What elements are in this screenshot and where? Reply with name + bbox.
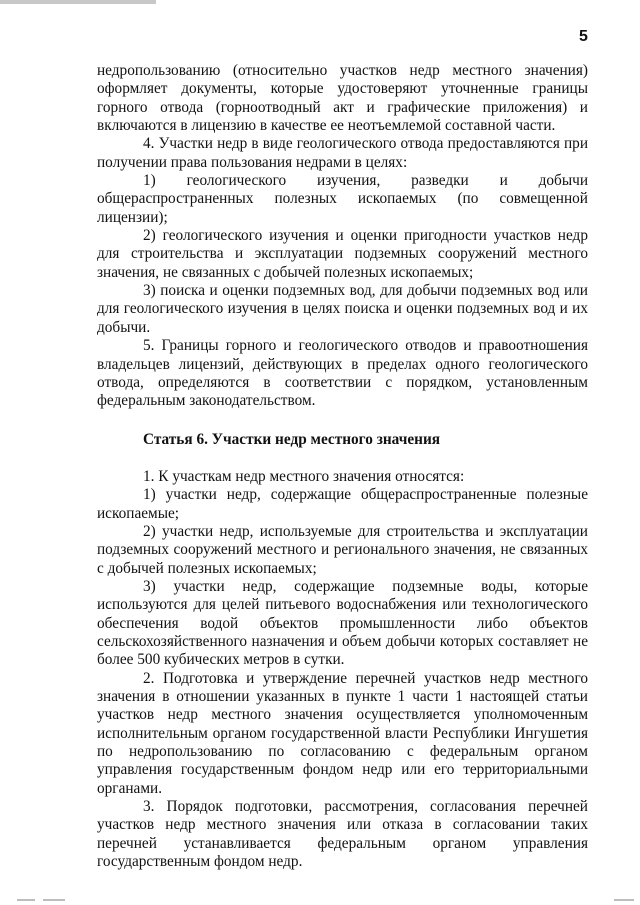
document-body [97, 62, 588, 871]
paragraph-article-subitem-3: 3) участки недр, содержащие подземные воды, которые используются для целей питьевого водоснабжения или технологического обеспечения водой объектов промышленности либо объектов сельскохозяйственного назначения и объем добычи которых составляет не более 500 кубических метров в сутки. [97, 577, 588, 669]
paragraph-continuation: недропользованию (относительно участков недр местного значения) оформляет документы, которые удостоверяют уточненные границы горного отвода (горноотводный акт и графические приложения) и включаются в лицензию в качестве ее неотъемлемой составной части. [97, 62, 588, 135]
scan-edge-mark [17, 899, 35, 901]
paragraph-item-5: 5. Границы горного и геологического отводов и правоотношения владельцев лицензий, действующих в пределах одного геологического отвода, определяются в соответствии с порядком, установленным федеральным законодательством. [97, 337, 588, 410]
paragraph-article-item-1: 1. К участкам недр местного значения относятся: [143, 467, 465, 485]
paragraph-article-subitem-1: 1) участки недр, содержащие общераспространенные полезные ископаемые; [97, 486, 588, 522]
paragraph-subitem-1: 1) геологического изучения, разведки и добычи общераспространенных полезных ископаемых (по совмещенной лицензии); [97, 172, 588, 226]
scan-edge-mark [0, 0, 156, 4]
scan-edge-mark [43, 899, 65, 901]
article-heading: Статья 6. Участки недр местного значения [143, 430, 441, 448]
page-number: 5 [579, 28, 588, 45]
paragraph-article-subitem-2: 2) участки недр, используемые для строительства и эксплуатации подземных сооружений местного и регионального значения, не связанных с добычей полезных ископаемых; [97, 522, 588, 577]
paragraph-article-item-2: 2. Подготовка и утверждение перечней участков недр местного значения в отношении указанных в пункте 1 части 1 настоящей статьи участков недр местного значения осуществляется уполномоченным исполнительным органом государственной власти Республики Ингушетия по недропользованию по согласованию с федеральным органом управления государственным фондом недр или его территориальными органами. [97, 669, 588, 797]
paragraph-subitem-3: 3) поиска и оценки подземных вод, для добычи подземных вод или для геологического изучения в целях поиска и оценки подземных вод и их добычи. [97, 282, 588, 336]
paragraph-article-item-3: 3. Порядок подготовки, рассмотрения, согласования перечней участков недр местного значения или отказа в согласовании таких перечней устанавливается федеральным органом управления государственным фондом недр. [97, 798, 588, 871]
paragraph-item-4: 4. Участки недр в виде геологического отвода предоставляются при получении права пользования недрами в целях: [97, 135, 588, 171]
scan-edge-mark [614, 899, 634, 901]
paragraph-subitem-2: 2) геологического изучения и оценки пригодности участков недр для строительства и эксплуатации подземных сооружений местного значения, не связанных с добычей полезных ископаемых; [97, 227, 588, 281]
